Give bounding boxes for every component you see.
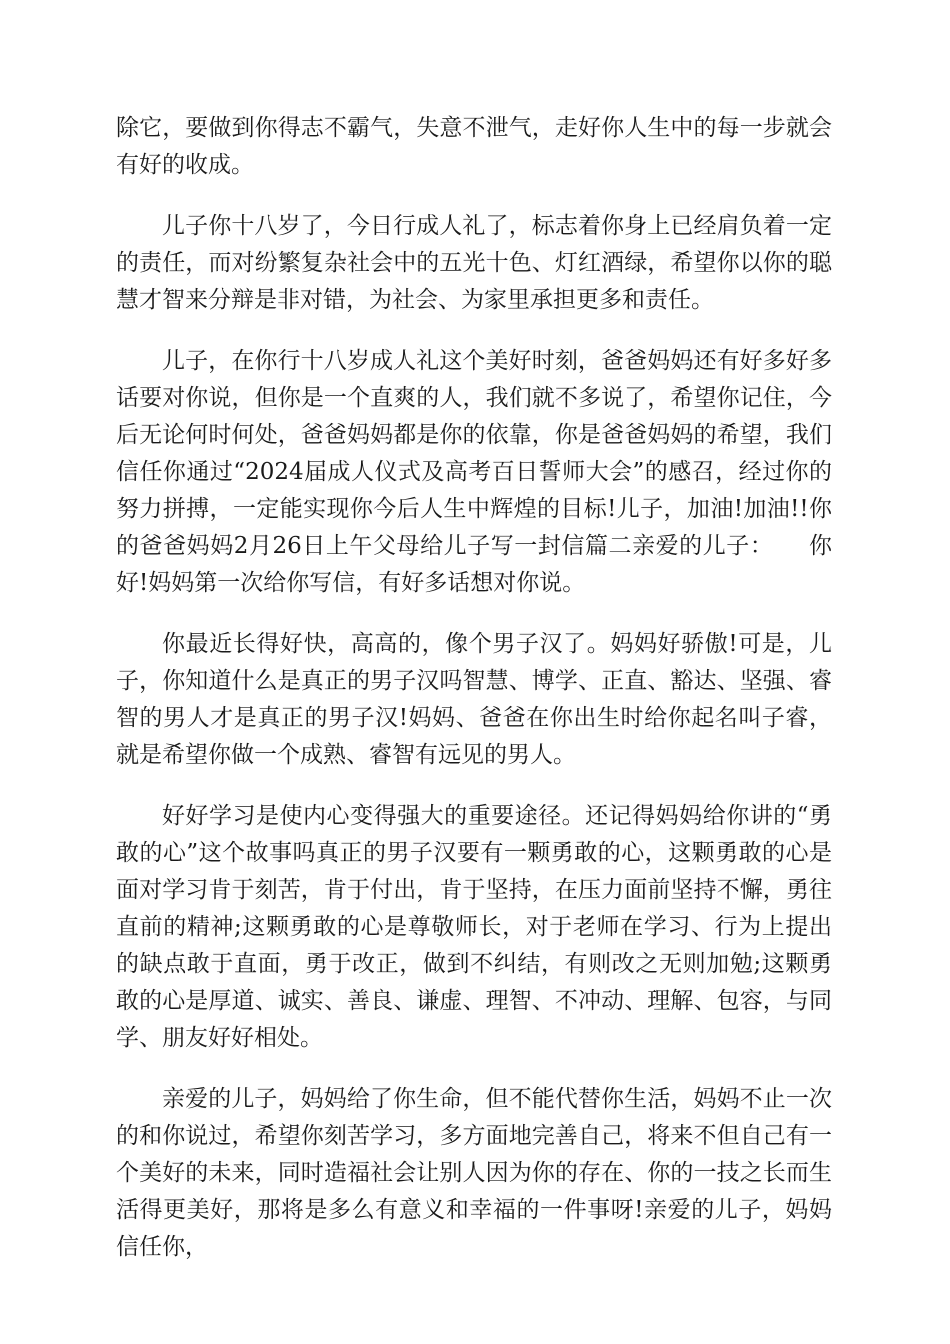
paragraph-3: 儿子，在你行十八岁成人礼这个美好时刻，爸爸妈妈还有好多好多话要对你说，但你是一个直爽的人，我们就不多说了，希望你记住，今后无论何时何处，爸爸妈妈都是你的依靠，你是爸爸妈妈的希望，我们信任你通过“2024届成人仪式及高考百日誓师大会”的感召，经过你的努力拼搏，一定能实现你今后人生中辉煌的目标!儿子，加油!加油!!你的爸爸妈妈2月26日上午父母给儿子写一封信篇二亲爱的儿子： 你好!妈妈第一次给你写信，有好多话想对你说。 xyxy=(116,348,832,596)
paragraph-6: 亲爱的儿子，妈妈给了你生命，但不能代替你生活，妈妈不止一次的和你说过，希望你刻苦学习，多方面地完善自己，将来不但自己有一个美好的未来，同时造福社会让别人因为你的存在、你的一技之长而生活得更美好，那将是多么有意义和幸福的一件事呀!亲爱的儿子，妈妈信任你， xyxy=(116,1086,832,1260)
paragraph-5: 好好学习是使内心变得强大的重要途径。还记得妈妈给你讲的“勇敢的心”这个故事吗真正的男子汉要有一颗勇敢的心，这颗勇敢的心是面对学习肯于刻苦，肯于付出，肯于坚持，在压力面前坚持不懈，勇往直前的精神;这颗勇敢的心是尊敬师长，对于老师在学习、行为上提出的缺点敢于直面，勇于改正，做到不纠结，有则改之无则加勉;这颗勇敢的心是厚道、诚实、善良、谦虚、理智、不冲动、理解、包容，与同学、朋友好好相处。 xyxy=(116,803,832,1051)
paragraph-2: 儿子你十八岁了，今日行成人礼了，标志着你身上已经肩负着一定的责任，而对纷繁复杂社会中的五光十色、灯红酒绿，希望你以你的聪慧才智来分辩是非对错，为社会、为家里承担更多和责任。 xyxy=(116,213,832,313)
paragraph-1: 除它，要做到你得志不霸气，失意不泄气，走好你人生中的每一步就会有好的收成。 xyxy=(116,115,832,178)
letter-body xyxy=(116,110,832,1290)
paragraph-4: 你最近长得好快，高高的，像个男子汉了。妈妈好骄傲!可是，儿子，你知道什么是真正的男子汉吗智慧、博学、正直、豁达、坚强、睿智的男人才是真正的男子汉!妈妈、爸爸在你出生时给你起名叫子睿，就是希望你做一个成熟、睿智有远见的男人。 xyxy=(116,631,832,768)
